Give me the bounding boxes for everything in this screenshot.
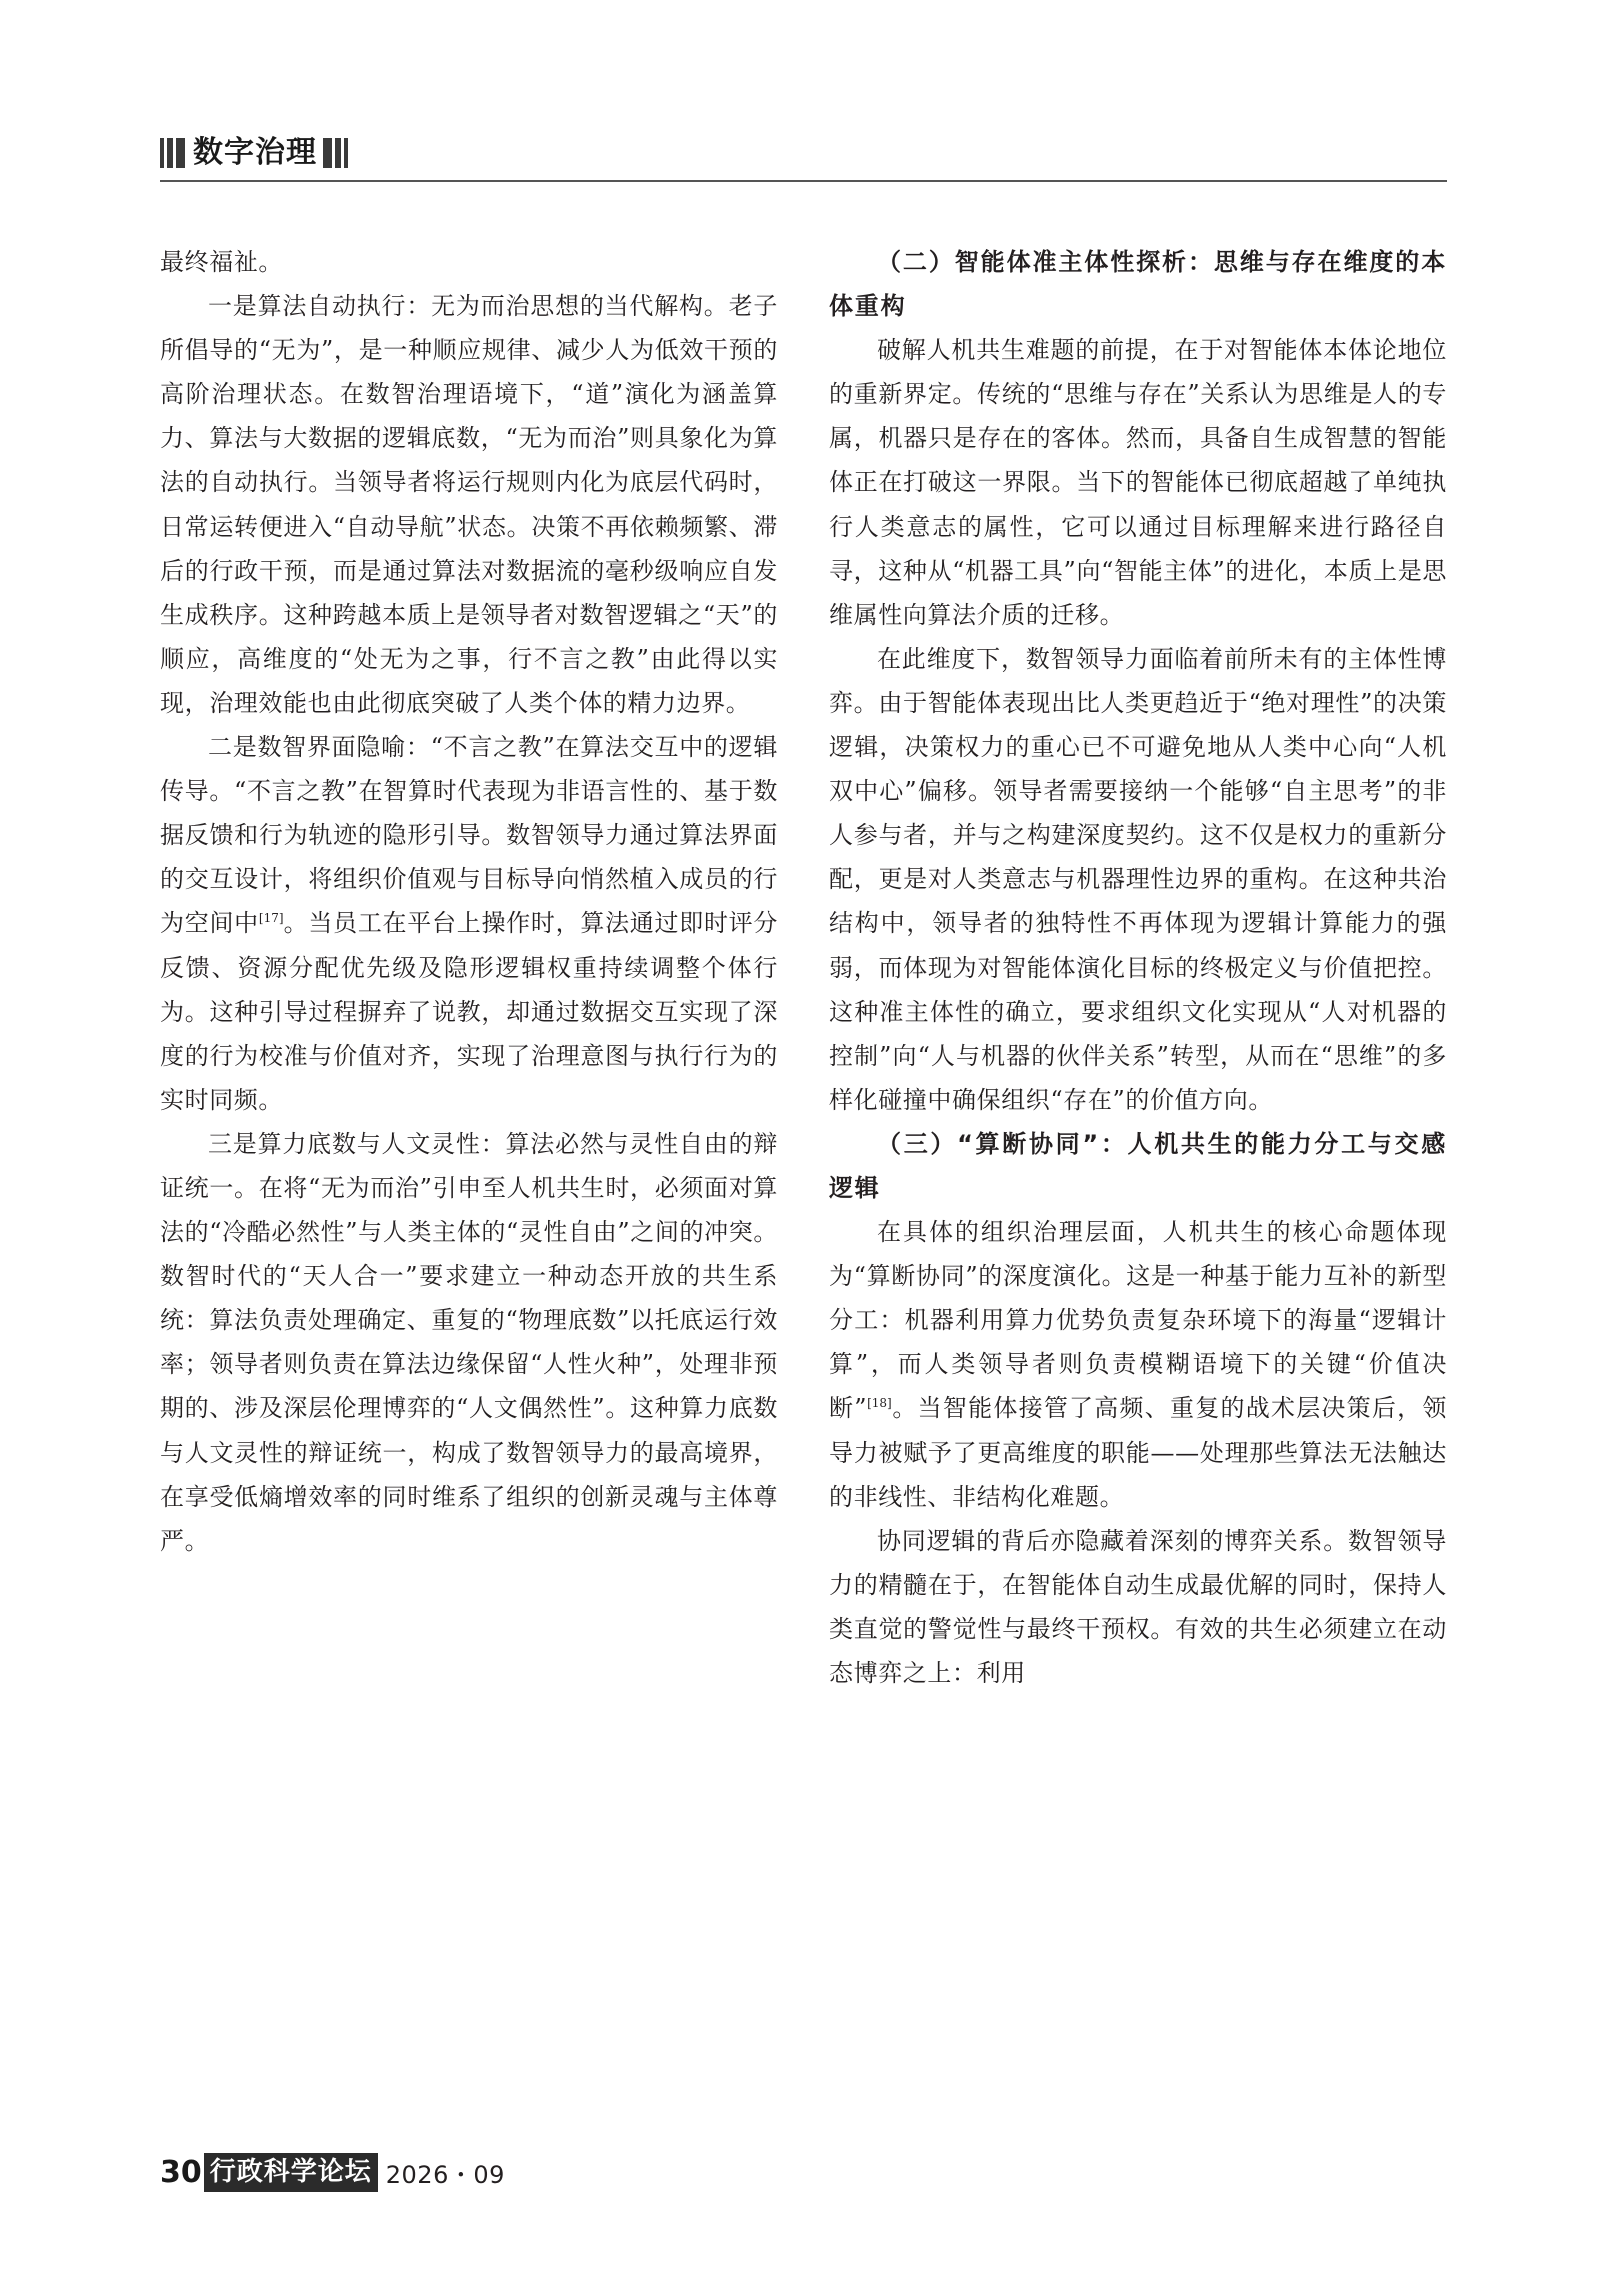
paragraph-text: 在具体的组织治理层面，人机共生的核心命题体现为“算断协同”的深度演化。这是一种基于能力互补的新型分工：机器利用算力优势负责复杂环境下的海量“逻辑计算”，而人类领导者则负责模糊语境下的关键“价值决断”: [829, 1218, 1447, 1423]
issue-number: 2026・09: [385, 2160, 505, 2189]
paragraph-text: 。当智能体接管了高频、重复的战术层决策后，领导力被赋予了更高维度的职能——处理那些算法无法触达的非线性、非结构化难题。: [829, 1394, 1447, 1511]
section-heading-2: （二）智能体准主体性探析：思维与存在维度的本体重构: [829, 248, 1447, 321]
header-decoration-bars-right: [317, 138, 351, 168]
paragraph-continuation: 最终福祉。: [160, 248, 283, 276]
paragraph-subjectivity-game: 在此维度下，数智领导力面临着前所未有的主体性博弈。由于智能体表现出比人类更趋近于“绝对理性”的决策逻辑，决策权力的重心已不可避免地从人类中心向“人机双中心”偏移。领导者需要接纳一个能够“自主思考”的非人参与者，并与之构建深度契约。这不仅是权力的重新分配，更是对人类意志与机器理性边界的重构。在这种共治结构中，领导者的独特性不再体现为逻辑计算能力的强弱，而体现为对智能体演化目标的终极定义与价值把控。这种准主体性的确立，要求组织文化实现从“人对机器的控制”向“人与机器的伙伴关系”转型，从而在“思维”的多样化碰撞中确保组织“存在”的价值方向。: [829, 644, 1447, 1114]
section-heading-3: （三）“算断协同”：人机共生的能力分工与交感逻辑: [829, 1129, 1447, 1202]
page-footer: [160, 2150, 505, 2194]
page-number: 30: [160, 2154, 202, 2190]
header-decoration-bars-left: [160, 138, 193, 168]
paragraph-ontology: 破解人机共生难题的前提，在于对智能体本体论地位的重新界定。传统的“思维与存在”关系认为思维是人的专属，机器只是存在的客体。然而，具备自生成智慧的智能体正在打破这一界限。当下的智能体已彻底超越了单纯执行人类意志的属性，它可以通过目标理解来进行路径自寻，这种从“机器工具”向“智能主体”的进化，本质上是思维属性向算法介质的迁移。: [829, 336, 1447, 629]
left-column: [160, 240, 778, 1563]
header-rule: [160, 180, 1447, 182]
journal-name: 行政科学论坛: [204, 2153, 378, 2192]
paragraph-algorithm-execution: 一是算法自动执行：无为而治思想的当代解构。老子所倡导的“无为”，是一种顺应规律、减少人为低效干预的高阶治理状态。在数智治理语境下，“道”演化为涵盖算力、算法与大数据的逻辑底数，“无为而治”则具象化为算法的自动执行。当领导者将运行规则内化为底层代码时，日常运转便进入“自动导航”状态。决策不再依赖频繁、滞后的行政干预，而是通过算法对数据流的毫秒级响应自发生成秩序。这种跨越本质上是领导者对数智逻辑之“天”的顺应，高维度的“处无为之事，行不言之教”由此得以实现，治理效能也由此彻底突破了人类个体的精力边界。: [160, 292, 778, 717]
running-header: [160, 133, 351, 173]
right-column: [829, 240, 1447, 1695]
paragraph-text: 二是数智界面隐喻：“不言之教”在算法交互中的逻辑传导。“不言之教”在智算时代表现为非语言性的、基于数据反馈和行为轨迹的隐形引导。数智领导力通过算法界面的交互设计，将组织价值观与目标导向悄然植入成员的行为空间中: [160, 733, 778, 938]
paragraph-interface-metaphor: [160, 725, 778, 1122]
citation-18: [18]: [867, 1396, 892, 1411]
paragraph-synergy: [829, 1210, 1447, 1519]
paragraph-text: 。当员工在平台上操作时，算法通过即时评分反馈、资源分配优先级及隐形逻辑权重持续调整个体行为。这种引导过程摒弃了说教，却通过数据交互实现了深度的行为校准与价值对齐，实现了治理意图与执行行为的实时同频。: [160, 909, 779, 1114]
paragraph-game-relation: 协同逻辑的背后亦隐藏着深刻的博弈关系。数智领导力的精髓在于，在智能体自动生成最优解的同时，保持人类直觉的警觉性与最终干预权。有效的共生必须建立在动态博弈之上：利用: [829, 1526, 1447, 1687]
paragraph-compute-and-spirit: 三是算力底数与人文灵性：算法必然与灵性自由的辩证统一。在将“无为而治”引申至人机共生时，必须面对算法的“冷酷必然性”与人类主体的“灵性自由”之间的冲突。数智时代的“天人合一”要求建立一种动态开放的共生系统：算法负责处理确定、重复的“物理底数”以托底运行效率；领导者则负责在算法边缘保留“人性火种”，处理非预期的、涉及深层伦理博弈的“人文偶然性”。这种算力底数与人文灵性的辩证统一，构成了数智领导力的最高境界，在享受低熵增效率的同时维系了组织的创新灵魂与主体尊严。: [160, 1129, 778, 1555]
section-title: 数字治理: [193, 135, 317, 170]
citation-17: [17]: [258, 911, 284, 926]
